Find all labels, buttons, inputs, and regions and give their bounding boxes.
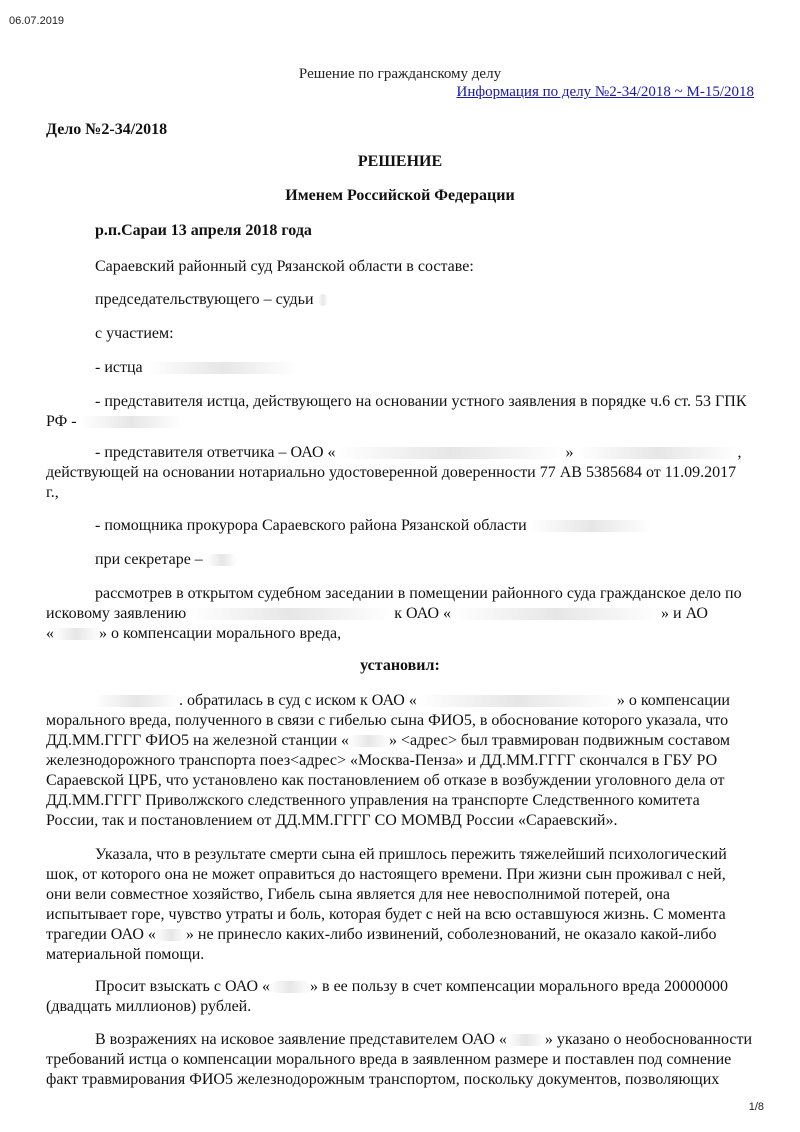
- para4-line3: факт травмирования ФИО5 железнодорожным транспортом, поскольку документов, позволяющих: [46, 1071, 720, 1088]
- considered-claim: исковому заявлению: [46, 605, 187, 622]
- redaction: [451, 608, 661, 620]
- redaction: [156, 929, 186, 941]
- redaction: [190, 608, 390, 620]
- secretary-line: [95, 550, 755, 570]
- para1-start: . обратилась в суд с иском к ОАО «: [179, 692, 417, 709]
- rep-defendant-line2: действующей на основании нотариально удостоверенной доверенности 77 АВ 5385684 от 11.09.2017: [46, 464, 737, 481]
- para3-amount: » в ее пользу в счет компенсации морального вреда 20000000: [310, 978, 729, 995]
- para4-unfounded: » указано о необоснованности: [544, 1031, 753, 1048]
- decision-heading: РЕШЕНИЕ: [357, 153, 443, 170]
- rep-plaintiff-line1: - представителя истца, действующего на основании устного заявления в порядке ч.6 ст. 53 ГПК: [95, 393, 747, 410]
- place-and-date: р.п.Сараи 13 апреля 2018 года: [95, 222, 312, 239]
- redaction: [349, 735, 389, 747]
- prosecutor-label: - помощника прокурора Сараевского района Рязанской области: [95, 517, 527, 534]
- rep-defendant-label: - представителя ответчика – ОАО «: [95, 444, 336, 461]
- para3-request: Просит взыскать с ОАО «: [95, 978, 271, 995]
- redaction: [336, 447, 566, 459]
- para3-line2: (двадцать миллионов) рублей.: [46, 998, 252, 1015]
- chair-line: [95, 290, 755, 310]
- redaction: [578, 447, 738, 459]
- considered-line2: [46, 604, 754, 624]
- considered-subject: » о компенсации морального вреда,: [99, 625, 342, 642]
- redaction: [318, 294, 328, 306]
- quote-close: »: [565, 444, 574, 461]
- rep-defendant-line1: [95, 443, 755, 463]
- para2-line6: материальной помощи.: [46, 946, 205, 963]
- considered-against: к ОАО «: [394, 605, 452, 622]
- redaction: [207, 554, 237, 566]
- para2-line1: Указала, что в результате смерти сына ей пришлось пережить тяжелейший психологический: [95, 846, 727, 863]
- quote-open: «: [46, 625, 54, 642]
- prosecutor-line: [95, 516, 755, 536]
- case-number: Дело №2-34/2018: [46, 121, 168, 138]
- redaction: [54, 628, 99, 640]
- para3-line1: [95, 977, 755, 997]
- redaction: [417, 695, 617, 707]
- rep-defendant-line3: г.,: [46, 484, 59, 501]
- chair-label: председательствующего – судьи: [95, 291, 314, 308]
- considered-and-ao: » и АО: [661, 605, 708, 622]
- para2-line3: они вели совместное хозяйство, Гибель сына является для нее невосполнимой потерей, она: [46, 886, 670, 903]
- considered-line3: [46, 624, 754, 644]
- para1-station: ДД.ММ.ГГГГ ФИО5 на железной станции «: [46, 732, 350, 749]
- para1-line2: морального вреда, полученного в связи с гибелью сына ФИО5, в обоснование которого указала, что: [46, 712, 729, 729]
- redaction: [94, 695, 179, 707]
- para2-line4: испытывает горе, чувство утраты и боль, которая будет с ней на всю оставшуюся жизнь. С момента: [46, 906, 726, 923]
- redaction: [147, 362, 297, 374]
- para1-line7: России, так и постановлением от ДД.ММ.ГГГГ СО МОМВД России «Сараевский».: [46, 812, 618, 829]
- para2-tragedy: трагедии ОАО «: [46, 926, 156, 943]
- para4-line1: [95, 1030, 755, 1050]
- para1-line6: ДД.ММ.ГГГГ Приволжского следственного управления на транспорте Следственного комитета: [46, 792, 700, 809]
- page-number: 1/8: [748, 1101, 764, 1113]
- participation-label: с участием:: [95, 325, 174, 342]
- secretary-label: при секретаре –: [95, 551, 203, 568]
- print-date: 06.07.2019: [9, 15, 65, 27]
- plaintiff-label: - истца: [95, 359, 143, 376]
- para1-line4: железнодорожного транспорта поез<адрес> «Москва-Пенза» и ДД.ММ.ГГГГ скончался в ГБУ РО: [46, 752, 718, 769]
- case-info-link[interactable]: Информация по делу №2-34/2018 ~ М-15/2018: [456, 84, 754, 100]
- redaction: [270, 981, 310, 993]
- para4-line2: требований истца о компенсации морального вреда в заявленном размере и поставлен под сомнение: [46, 1051, 732, 1068]
- rep-plaintiff-rf: РФ -: [46, 413, 77, 430]
- considered-line1: рассмотрев в открытом судебном заседании в помещении районного суда гражданское дело по: [95, 585, 742, 602]
- decision-subheading: Именем Российской Федерации: [285, 187, 515, 204]
- plaintiff-line: [95, 358, 755, 378]
- established-heading: установил:: [360, 657, 440, 674]
- para1-line1: [46, 691, 754, 711]
- para2-line2: шок, от которого она не может оправиться до настоящего времени. При жизни сын проживал с ней,: [46, 866, 726, 883]
- para1-injured: » <адрес> был травмирован подвижным составом: [389, 732, 731, 749]
- para1-line3: [46, 731, 754, 751]
- para2-line5: [46, 925, 754, 945]
- court-composition: Сараевский районный суд Рязанской области в составе:: [95, 258, 474, 275]
- para2-no-apology: » не принесло каких-либо извинений, соболезнований, не оказало какой-либо: [185, 926, 717, 943]
- para1-compensation: » о компенсации: [616, 692, 730, 709]
- redaction: [531, 520, 651, 532]
- comma: ,: [737, 444, 742, 461]
- para1-line5: Сараевской ЦРБ, что установлено как постановлением об отказе в возбуждении уголовного дела от: [46, 772, 725, 789]
- page-title: Решение по гражданскому делу: [298, 66, 502, 82]
- redaction: [507, 1034, 545, 1046]
- rep-plaintiff-line2: [46, 412, 754, 432]
- para4-objection: В возражениях на исковое заявление представителем ОАО «: [95, 1031, 507, 1048]
- redaction: [81, 416, 181, 428]
